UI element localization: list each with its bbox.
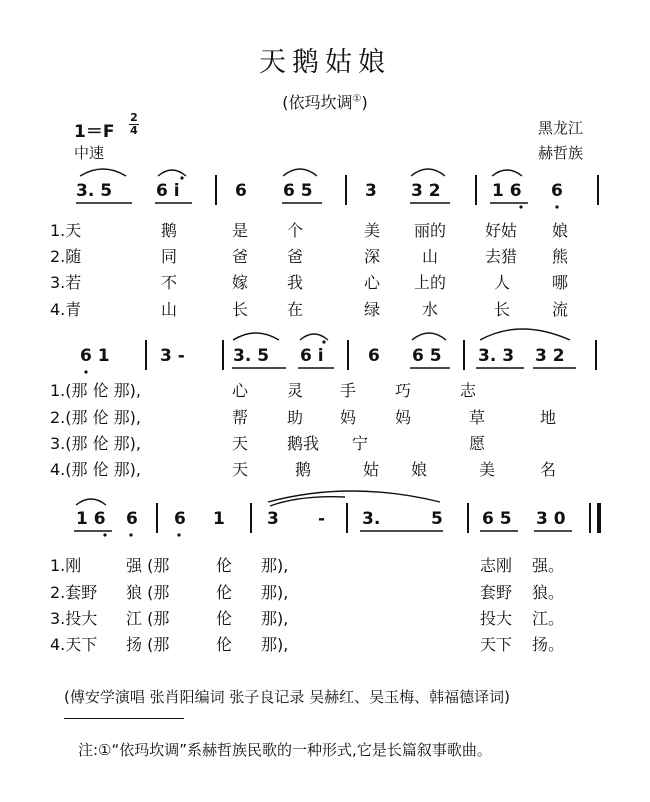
footnote: 注:①“依玛坎调”系赫哲族民歌的一种形式,它是长篇叙事歌曲。 <box>78 741 492 759</box>
lyric-syllable: 强。 <box>532 556 565 575</box>
lyric-syllable: 2.(那 伦 那), <box>50 408 142 427</box>
slur <box>492 170 522 176</box>
lyric-syllable: 娘 <box>411 460 428 479</box>
note-group: 3 2 <box>535 346 565 366</box>
note-group: 6 5 <box>412 346 442 366</box>
lyric-syllable: 投大 <box>480 609 513 628</box>
lyric-syllable: 鹅 <box>295 460 312 479</box>
lyric-syllable: 套野 <box>480 583 513 602</box>
lyric-syllable: 天下 <box>480 635 513 654</box>
lyric-syllable: 深 <box>364 247 381 266</box>
lyric-syllable: 绿 <box>364 300 381 319</box>
lyric-syllable: 宁 <box>352 434 369 453</box>
lyric-syllable: 不 <box>161 273 178 292</box>
slur <box>300 334 328 340</box>
lyric-syllable: 强 (那 <box>126 556 170 575</box>
lyric-syllable: 那), <box>261 609 289 628</box>
credits: (傅安学演唱 张肖阳编词 张子良记录 吴赫红、吴玉梅、韩福德译词) <box>64 688 511 706</box>
lyric-syllable: 心 <box>364 273 381 292</box>
lyric-syllable: 长 <box>494 300 511 319</box>
lyric-syllable: 水 <box>422 300 439 319</box>
note-group: 3. <box>362 509 381 529</box>
lyric-syllable: 助 <box>287 408 304 427</box>
lyric-syllable: 地 <box>540 408 557 427</box>
note-group: 3. 5 <box>233 346 270 366</box>
lyric-syllable: 丽的 <box>414 221 447 240</box>
lyric-syllable: 爸 <box>232 247 249 266</box>
region-label: 黑龙江 <box>538 119 584 137</box>
note-group: 1 <box>213 509 225 529</box>
octave-dot-low <box>177 533 180 536</box>
slur <box>76 499 106 505</box>
subtitle-text: (依玛坎调 <box>282 93 353 112</box>
octave-dot-high <box>322 340 325 343</box>
octave-dot-low <box>103 533 106 536</box>
lyric-syllable: 是 <box>232 221 249 240</box>
lyric-syllable: 那), <box>261 635 289 654</box>
lyric-syllable: 巧 <box>395 381 412 400</box>
lyric-syllable: 长 <box>232 300 249 319</box>
lyric-syllable: 那), <box>261 583 289 602</box>
lyric-syllable: 妈 <box>395 408 412 427</box>
lyric-syllable: 伦 <box>216 583 233 602</box>
lyric-syllable: 鹅我 <box>287 434 320 453</box>
octave-dot-low <box>555 205 558 208</box>
note-group: 6 <box>174 509 186 529</box>
meter-top: 2 <box>130 111 138 124</box>
lyric-syllable: 志 <box>460 381 477 400</box>
lyric-syllable: 狼。 <box>532 583 565 602</box>
lyric-syllable: 手 <box>340 381 357 400</box>
lyric-syllable: 扬。 <box>532 635 565 654</box>
octave-dot-low <box>129 533 132 536</box>
lyric-syllable: 山 <box>161 300 178 319</box>
lyric-syllable: 草 <box>469 408 486 427</box>
footnote-divider <box>64 718 184 719</box>
lyric-syllable: 扬 (那 <box>126 635 170 654</box>
note-group: 6 1 <box>80 346 110 366</box>
note-group: 3. 3 <box>478 346 515 366</box>
lyric-syllable: 2.套野 <box>50 583 98 602</box>
note-group: 6 <box>551 181 563 201</box>
slur <box>283 169 317 176</box>
lyric-syllable: 灵 <box>287 381 304 400</box>
tempo-marking: 中速 <box>74 144 105 162</box>
lyric-syllable: 哪 <box>552 273 569 292</box>
lyric-syllable: 鹅 <box>161 221 178 240</box>
lyric-syllable: 流 <box>552 300 569 319</box>
lyric-syllable: 去猎 <box>485 247 518 266</box>
subtitle-close: ) <box>361 93 368 112</box>
lyric-syllable: 狼 (那 <box>126 583 170 602</box>
lyric-syllable: 个 <box>287 221 304 240</box>
ethnicity-label: 赫哲族 <box>538 144 584 162</box>
lyric-syllable: 伦 <box>216 556 233 575</box>
lyric-syllable: 4.(那 伦 那), <box>50 460 142 479</box>
lyric-syllable: 4.青 <box>50 300 82 319</box>
key-signature: 1＝F <box>74 122 115 142</box>
note-group: 1 6 <box>492 181 522 201</box>
note-group: 3 - <box>160 346 185 366</box>
note-group: 6 5 <box>482 509 512 529</box>
note-group: 1 6 <box>76 509 106 529</box>
lyric-syllable: 3.(那 伦 那), <box>50 434 142 453</box>
note-group: 3 0 <box>536 509 566 529</box>
note-group: 3 <box>267 509 279 529</box>
lyric-syllable: 人 <box>494 273 511 292</box>
lyric-syllable: 1.天 <box>50 221 82 240</box>
note-group: 6 <box>235 181 247 201</box>
note-group: 5 <box>431 509 443 529</box>
song-title: 天鹅姑娘 <box>259 47 391 78</box>
lyric-syllable: 帮 <box>232 408 249 427</box>
lyric-syllable: 名 <box>540 460 557 479</box>
lyric-syllable: 江。 <box>532 609 565 628</box>
lyric-syllable: 山 <box>422 247 439 266</box>
lyric-syllable: 愿 <box>469 434 486 453</box>
note-group: 6 <box>368 346 380 366</box>
lyric-syllable: 江 (那 <box>126 609 170 628</box>
lyric-syllable: 1.刚 <box>50 556 82 575</box>
lyric-syllable: 美 <box>479 460 496 479</box>
lyric-syllable: 伦 <box>216 609 233 628</box>
octave-dot-low <box>519 205 522 208</box>
slur <box>158 170 186 176</box>
note-group: 6 5 <box>283 181 313 201</box>
meter-bottom: 4 <box>130 124 138 137</box>
note-group: 3. 5 <box>76 181 113 201</box>
lyric-syllable: 爸 <box>287 247 304 266</box>
lyric-syllable: 上的 <box>414 273 447 292</box>
octave-dot-high <box>180 176 183 179</box>
lyric-syllable: 我 <box>287 273 304 292</box>
lyric-syllable: 天 <box>232 434 249 453</box>
lyric-syllable: 好姑 <box>485 221 518 240</box>
lyric-syllable: 3.投大 <box>50 609 98 628</box>
note-group: - <box>318 509 326 529</box>
lyric-syllable: 志刚 <box>480 556 513 575</box>
lyric-syllable: 4.天下 <box>50 635 98 654</box>
lyric-syllable: 那), <box>261 556 289 575</box>
note-group: 3 <box>365 181 377 201</box>
lyric-syllable: 2.随 <box>50 247 82 266</box>
lyric-syllable: 天 <box>232 460 249 479</box>
slur <box>480 329 570 340</box>
lyric-syllable: 熊 <box>552 247 569 266</box>
slur <box>411 169 445 176</box>
lyric-syllable: 同 <box>161 247 178 266</box>
lyric-syllable: 心 <box>232 381 249 400</box>
lyric-syllable: 嫁 <box>232 273 249 292</box>
footnote-mark: ① <box>352 93 362 105</box>
slur <box>80 169 126 176</box>
lyric-syllable: 美 <box>364 221 381 240</box>
lyric-syllable: 妈 <box>340 408 357 427</box>
lyric-syllable: 在 <box>287 300 304 319</box>
slur <box>412 333 446 340</box>
lyric-syllable: 娘 <box>552 221 569 240</box>
note-group: 6 <box>126 509 138 529</box>
octave-dot-low <box>84 370 87 373</box>
slur <box>233 333 279 340</box>
lyric-syllable: 3.若 <box>50 273 82 292</box>
lyric-syllable: 1.(那 伦 那), <box>50 381 142 400</box>
note-group: 6 i <box>156 181 180 201</box>
note-group: 3 2 <box>411 181 441 201</box>
note-group: 6 i <box>300 346 324 366</box>
lyric-syllable: 姑 <box>363 460 380 479</box>
lyric-syllable: 伦 <box>216 635 233 654</box>
